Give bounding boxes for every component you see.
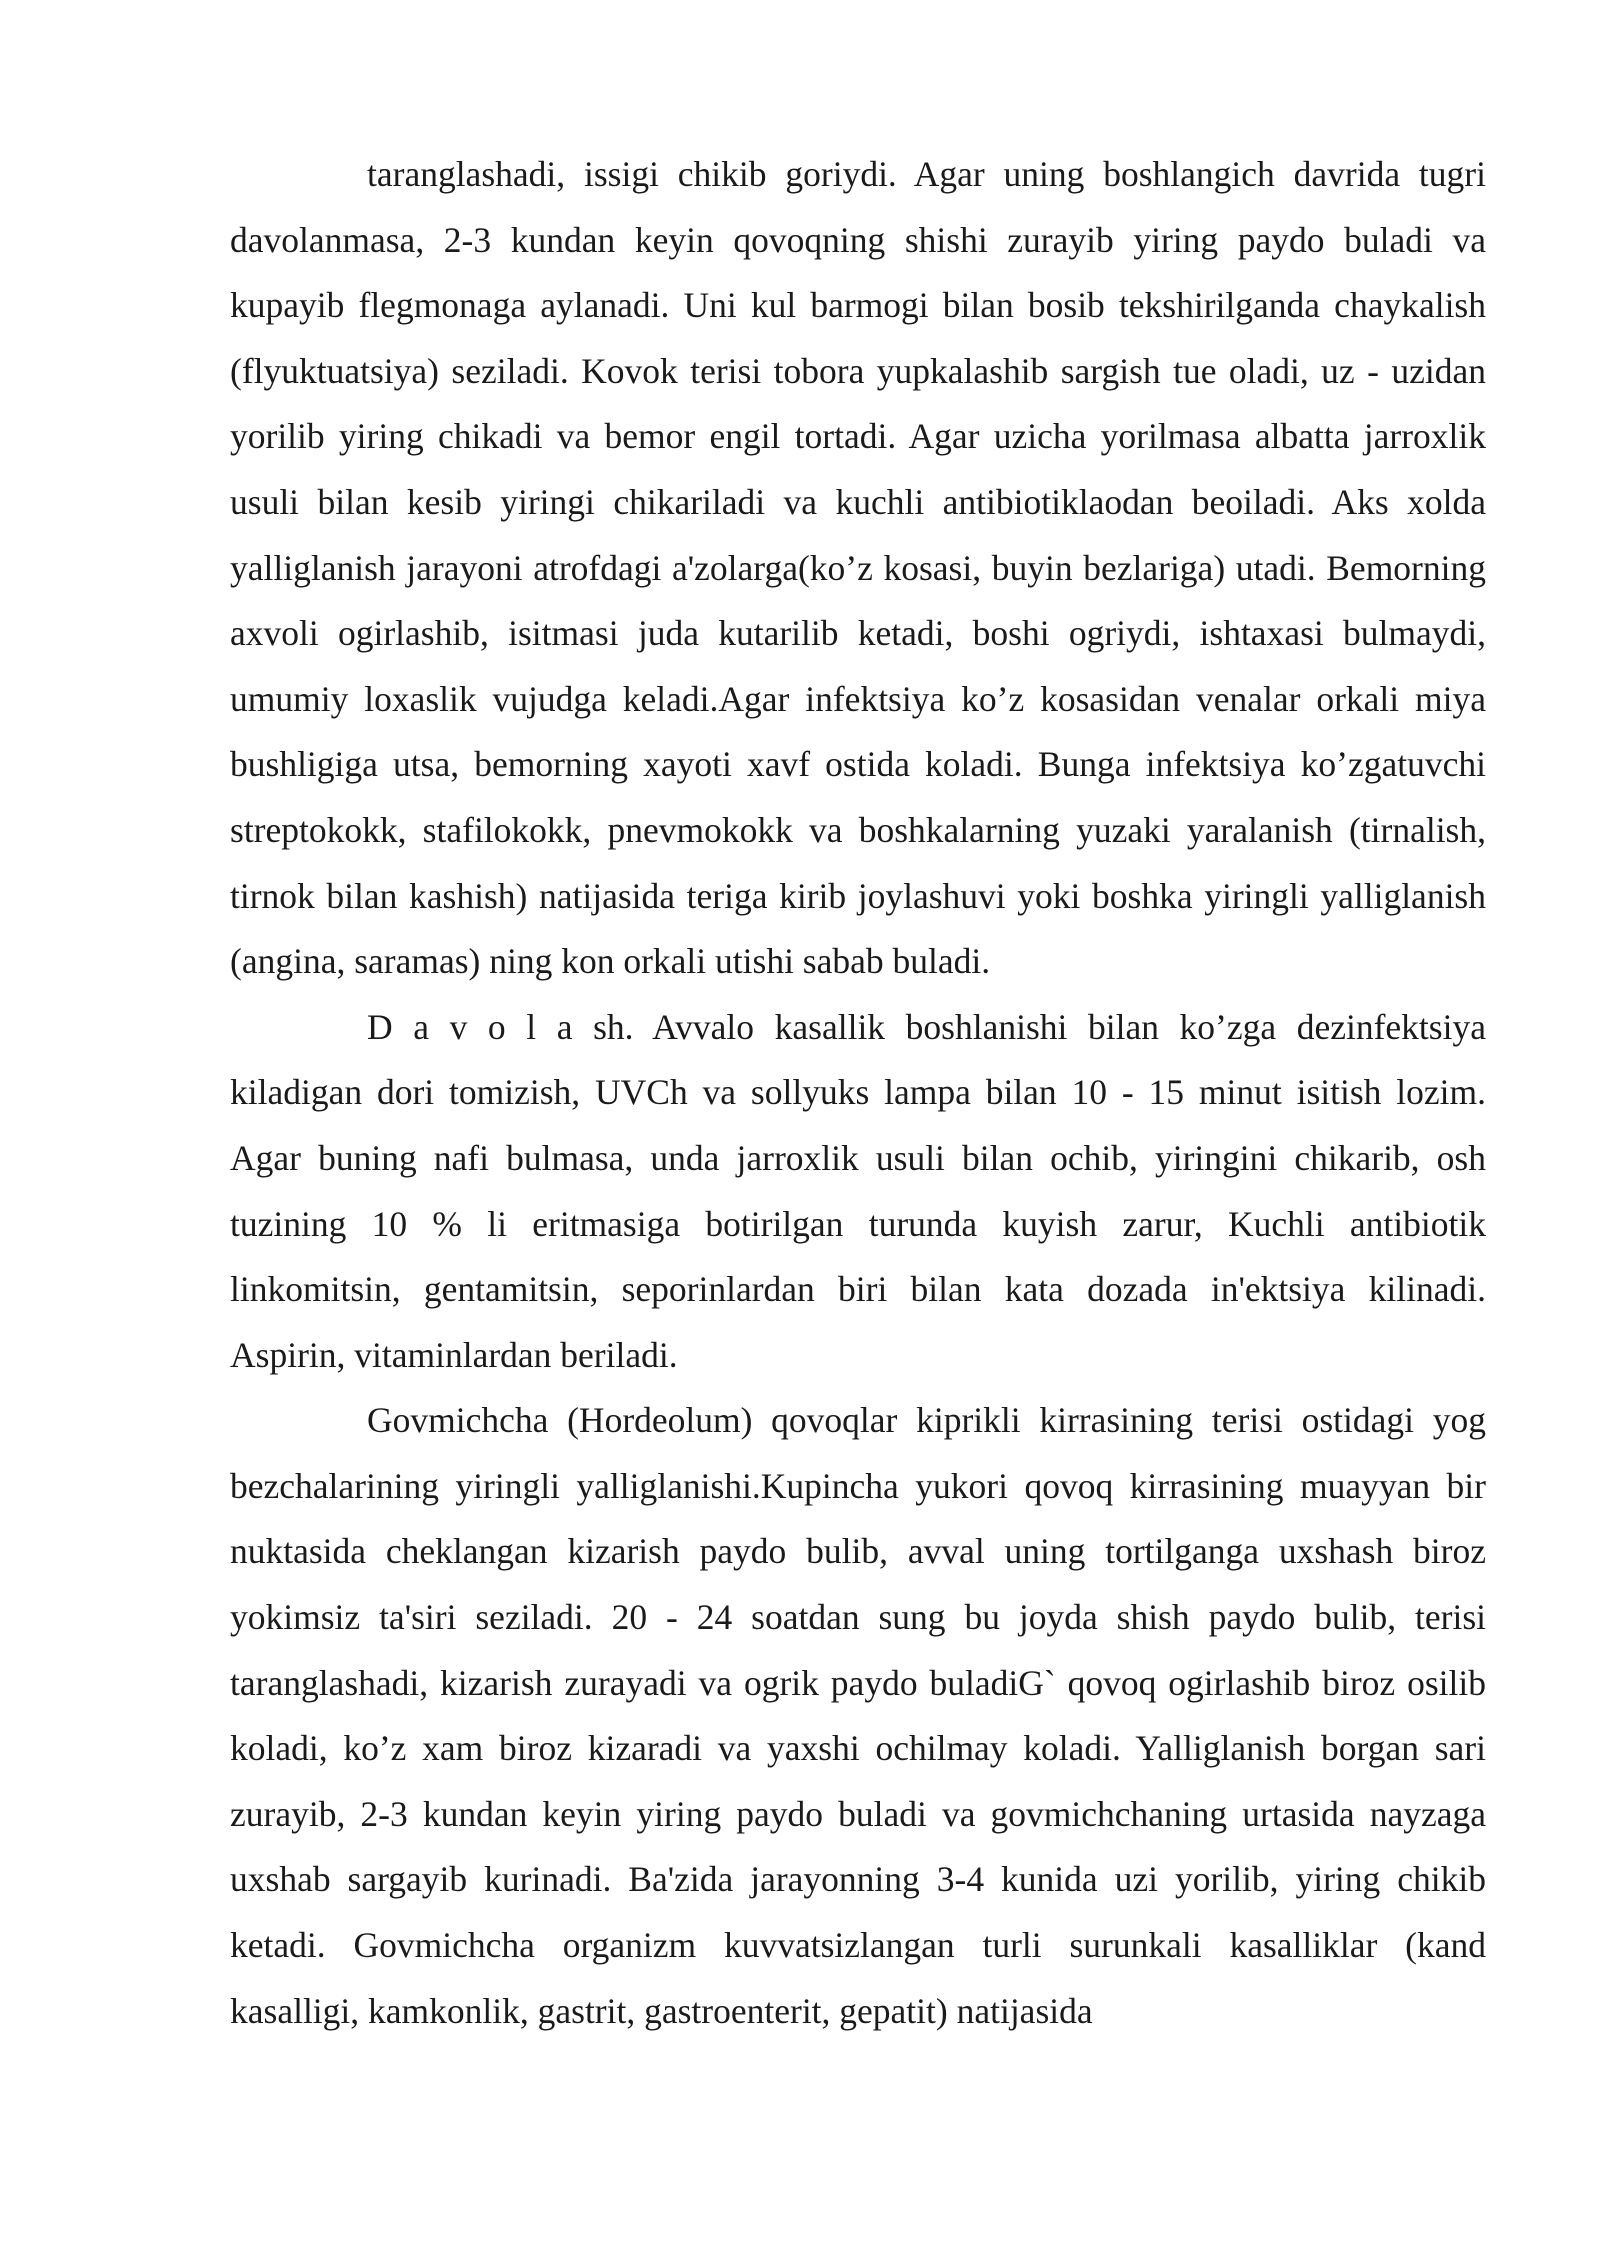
document-page [230,142,1486,2044]
treatment-text: Avvalo kasallik boshlanishi bilan ko’zga dezinfektsiya kiladigan dori tomizish, UVCh va sollyuks lampa bilan 10 - 15 minut isitish lozim. Agar buning nafi bulmasa, unda jarroxlik usuli bilan ochib, yiringini chikarib, osh tuzining 10 % li eritmasiga botirilgan turunda kuyish zarur, Kuchli antibiotik linkomitsin, gentamitsin, seporinlardan biri bilan kata dozada in'ektsiya kilinadi. Aspirin, vitaminlardan beriladi. [230,1006,1486,1375]
paragraph-hordeolum: Govmichcha (Hordeolum) qovoqlar kiprikli kirrasining terisi ostidagi yog bezchalarining yiringli yalliglanishi.Kupincha yukori qovoq kirrasining muayyan bir nuktasida cheklangan kizarish paydo bulib, avval uning tortilganga uxshash biroz yokimsiz ta'siri seziladi. 20 - 24 soatdan sung bu joyda shish paydo bulib, terisi taranglashadi, kizarish zurayadi va ogrik paydo buladiG` qovoq ogirlashib biroz osilib koladi, ko’z xam biroz kizaradi va yaxshi ochilmay koladi. Yalliglanish borgan sari zurayib, 2-3 kundan keyin yiring paydo buladi va govmichchaning urtasida nayzaga uxshab sargayib kurinadi. Ba'zida jarayonning 3-4 kunida uzi yorilib, yiring chikib ketadi. Govmichcha organizm kuvvatsizlangan turli surunkali kasalliklar (kand kasalligi, kamkonlik, gastrit, gastroenterit, gepatit) natijasida [230,1400,1486,2031]
paragraph-treatment [230,995,1486,1389]
paragraph-eyelid-abscess: taranglashadi, issigi chikib goriydi. Agar uning boshlangich davrida tugri davolanmasa, 2-3 kundan keyin qovoqning shishi zurayib yiring paydo buladi va kupayib flegmonaga aylanadi. Uni kul barmogi bilan bosib tekshirilganda chaykalish (flyuktuatsiya) seziladi. Kovok terisi tobora yupkalashib sargish tue oladi, uz - uzidan yorilib yiring chikadi va bemor engil tortadi. Agar uzicha yorilmasa albatta jarroxlik usuli bilan kesib yiringi chikariladi va kuchli antibiotiklaodan beoiladi. Aks xolda yalliglanish jarayoni atrofdagi a'zolarga(ko’z kosasi, buyin bezlariga) utadi. Bemorning axvoli ogirlashib, isitmasi juda kutarilib ketadi, boshi ogriydi, ishtaxasi bulmaydi, umumiy loxaslik vujudga keladi.Agar infektsiya ko’z kosasidan venalar orkali miya bushligiga utsa, bemorning xayoti xavf ostida koladi. Bunga infektsiya ko’zgatuvchi streptokokk, stafilokokk, pnevmokokk va boshkalarning yuzaki yaralanish (tirnalish, tirnok bilan kashish) natijasida teriga kirib joylashuvi yoki boshka yiringli yalliglanish (angina, saramas) ning kon orkali utishi sabab buladi. [230,154,1486,982]
treatment-heading: D a v o l a sh. [367,1006,634,1047]
